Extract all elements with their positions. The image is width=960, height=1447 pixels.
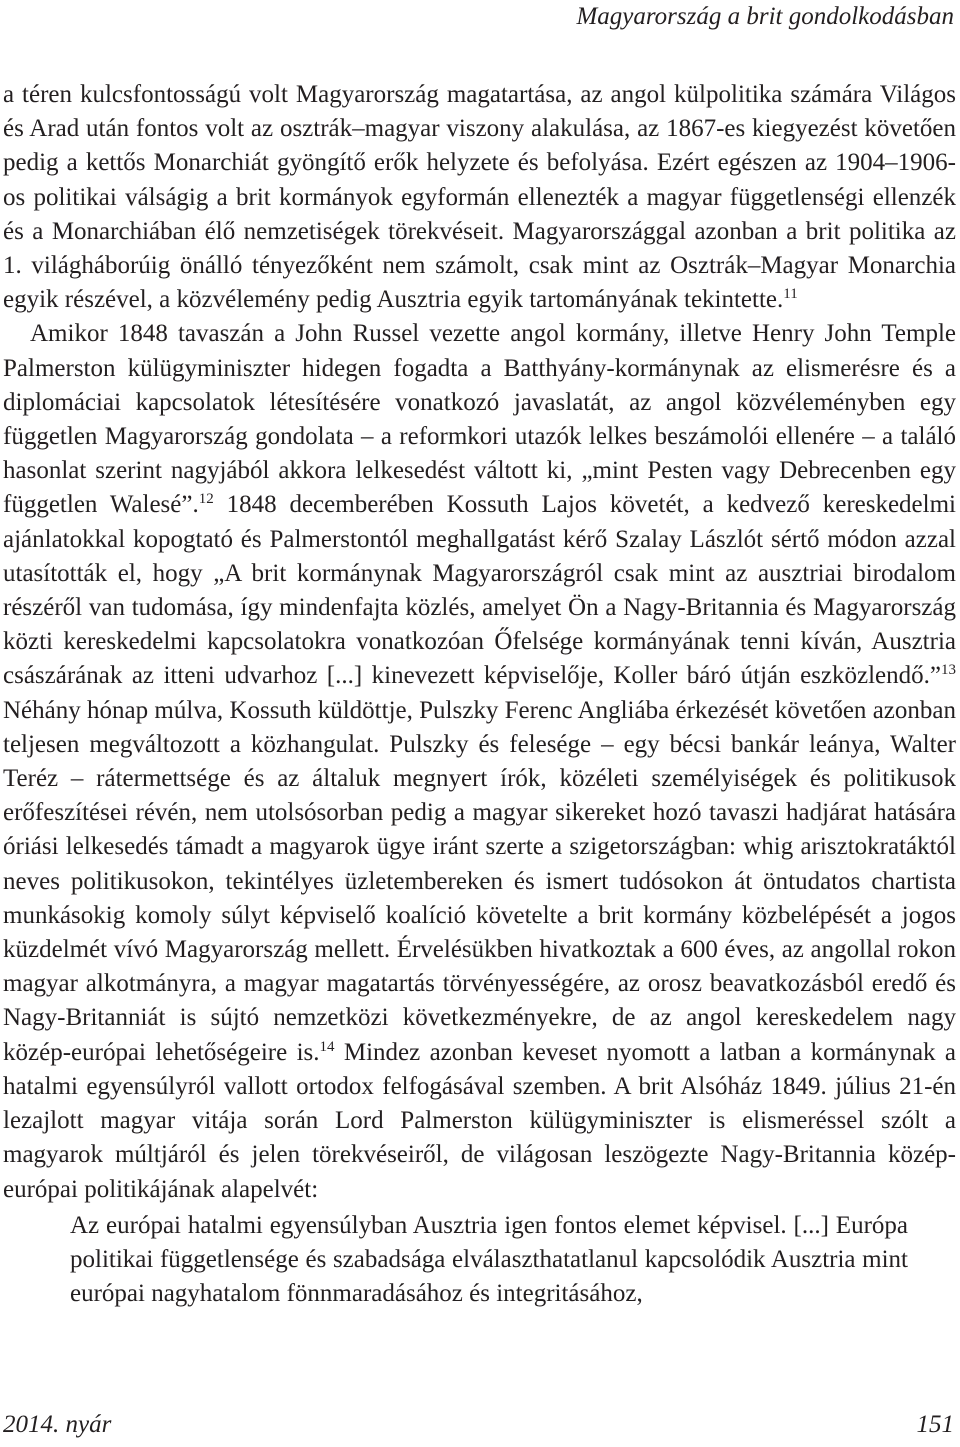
paragraph-1 [3, 78, 956, 317]
footnote-ref-12[interactable]: 12 [198, 491, 214, 508]
footnote-ref-11[interactable]: 11 [783, 286, 798, 303]
block-quote: Az európai hatalmi egyensúlyban Ausztria igen fontos elemet képvisel. [...] Európa politikai függetlensége és szabadsága elválaszthatatlanul kapcsolódik Ausztria mint európai nagyhatalom fönnmaradásához és integritásához, [70, 1211, 908, 1308]
footnote-ref-13[interactable]: 13 [941, 662, 956, 679]
footnote-ref-14[interactable]: 14 [319, 1038, 335, 1055]
paragraph-2-text-c: Néhány hónap múlva, Kossuth küldöttje, Pulszky Ferenc Angliába érkezését követően azonban teljesen megváltozott a közhangulat. Pulszky és felesége – egy bécsi bankár leánya, Walter Teréz – rátermettsége és az általuk megnyert írók, közéleti személyiségek és politikusok erőfeszítései révén, nem utolsósorban pedig a magyar sikereket hozó tavaszi hadjárat hatására óriási lelkesedés támadt a magyarok ügye iránt szerte a szigetországban: whig arisztokratáktól neves politikusokon, tekintélyes üzletembereken és ismert tudósokon át öntudatos chartista munkásokig komoly súlyt képviselő koalíció követelte a brit kormány közbelépését a jogos küzdelmét vívó Magyarország mellett. Érvelésükben hivatkoztak a 600 éves, az angollal rokon magyar alkotmányra, a magyar magatartás törvényességére, az orosz beavatkozásból eredő és Nagy-Britanniát is sújtó nemzetközi következményekre, de az angol kereskedelem nagy közép-európai lehetőségeire is. [3, 696, 956, 1066]
paragraph-2-text-d: Mindez azonban keveset nyomott a latban a kormánynak a hatalmi egyensúlyról vallott ortodox felfogásával szemben. A brit Alsóház 1849. július 21-én lezajlott magyar vitája során Lord Palmerston külügyminiszter is elismeréssel szólt a magyarok múltjáról és jelen törekvéseiről, de világosan leszögezte Nagy-Britannia közép-európai politikájának alapelvét: [3, 1038, 957, 1203]
paragraph-2-text-a: Amikor 1848 tavaszán a John Russel vezette angol kormány, illetve Henry John Temple Palmerston külügyminiszter hidegen fogadta a Batthyány-kormánynak az elismerésre és a diplomáciai kapcsolatok létesítésére vonatkozó javaslatát, az angol közvéleményben egy független Magyarország gondolata – a reformkori utazók lelkes beszámolói ellenére – a találó hasonlat szerint nagyjából akkora lelkesedést váltott ki, „mint Pesten vagy Debrecenben egy független Walesé”. [3, 320, 956, 519]
paragraph-2-text-b: 1848 decemberében Kossuth Lajos követét, a kedvező kereskedelmi ajánlatokkal kopogtató és Palmerstontól meghallgatást kérő Szalay Lászlót sértő módon azzal utasították el, hogy „A brit kormánynak Magyarországról csak mint az ausztriai birodalom részéről van tudomása, így mindenfajta közlés, amelyet Ön a Nagy-Britannia és Magyarország közti kereskedelmi kapcsolatokra vonatkozóan Őfelsége kormányának tenni kíván, Ausztria császárának az itteni udvarhoz [...] kinevezett képviselője, Koller báró útján eszközlendő.” [3, 491, 956, 690]
body-text [3, 78, 956, 1311]
running-title: Magyarország a brit gondolkodásban [576, 3, 954, 30]
paragraph-2 [3, 317, 956, 1206]
issue-label: 2014. nyár [3, 1411, 112, 1438]
paragraph-1-text: a téren kulcsfontosságú volt Magyarország magatartása, az angol külpolitika számára Világos és Arad után fontos volt az osztrák–magyar viszony alakulása, az 1867-es kiegyezést követően pedig a kettős Monarchiát gyöngítő erők helyzete és befolyása. Ezért egészen az 1904–1906-os politikai válságig a brit kormányok egyformán ellenezték a magyar függetlenségi ellenzék és a Monarchiában élő nemzetiségek törekvéseit. Magyarországgal azonban a brit politika az 1. világháborúig önálló tényezőként nem számolt, csak mint az Osztrák–Magyar Monarchia egyik részével, a közvélemény pedig Ausztria egyik tartományának tekintette. [3, 81, 956, 314]
page-number: 151 [916, 1411, 954, 1438]
